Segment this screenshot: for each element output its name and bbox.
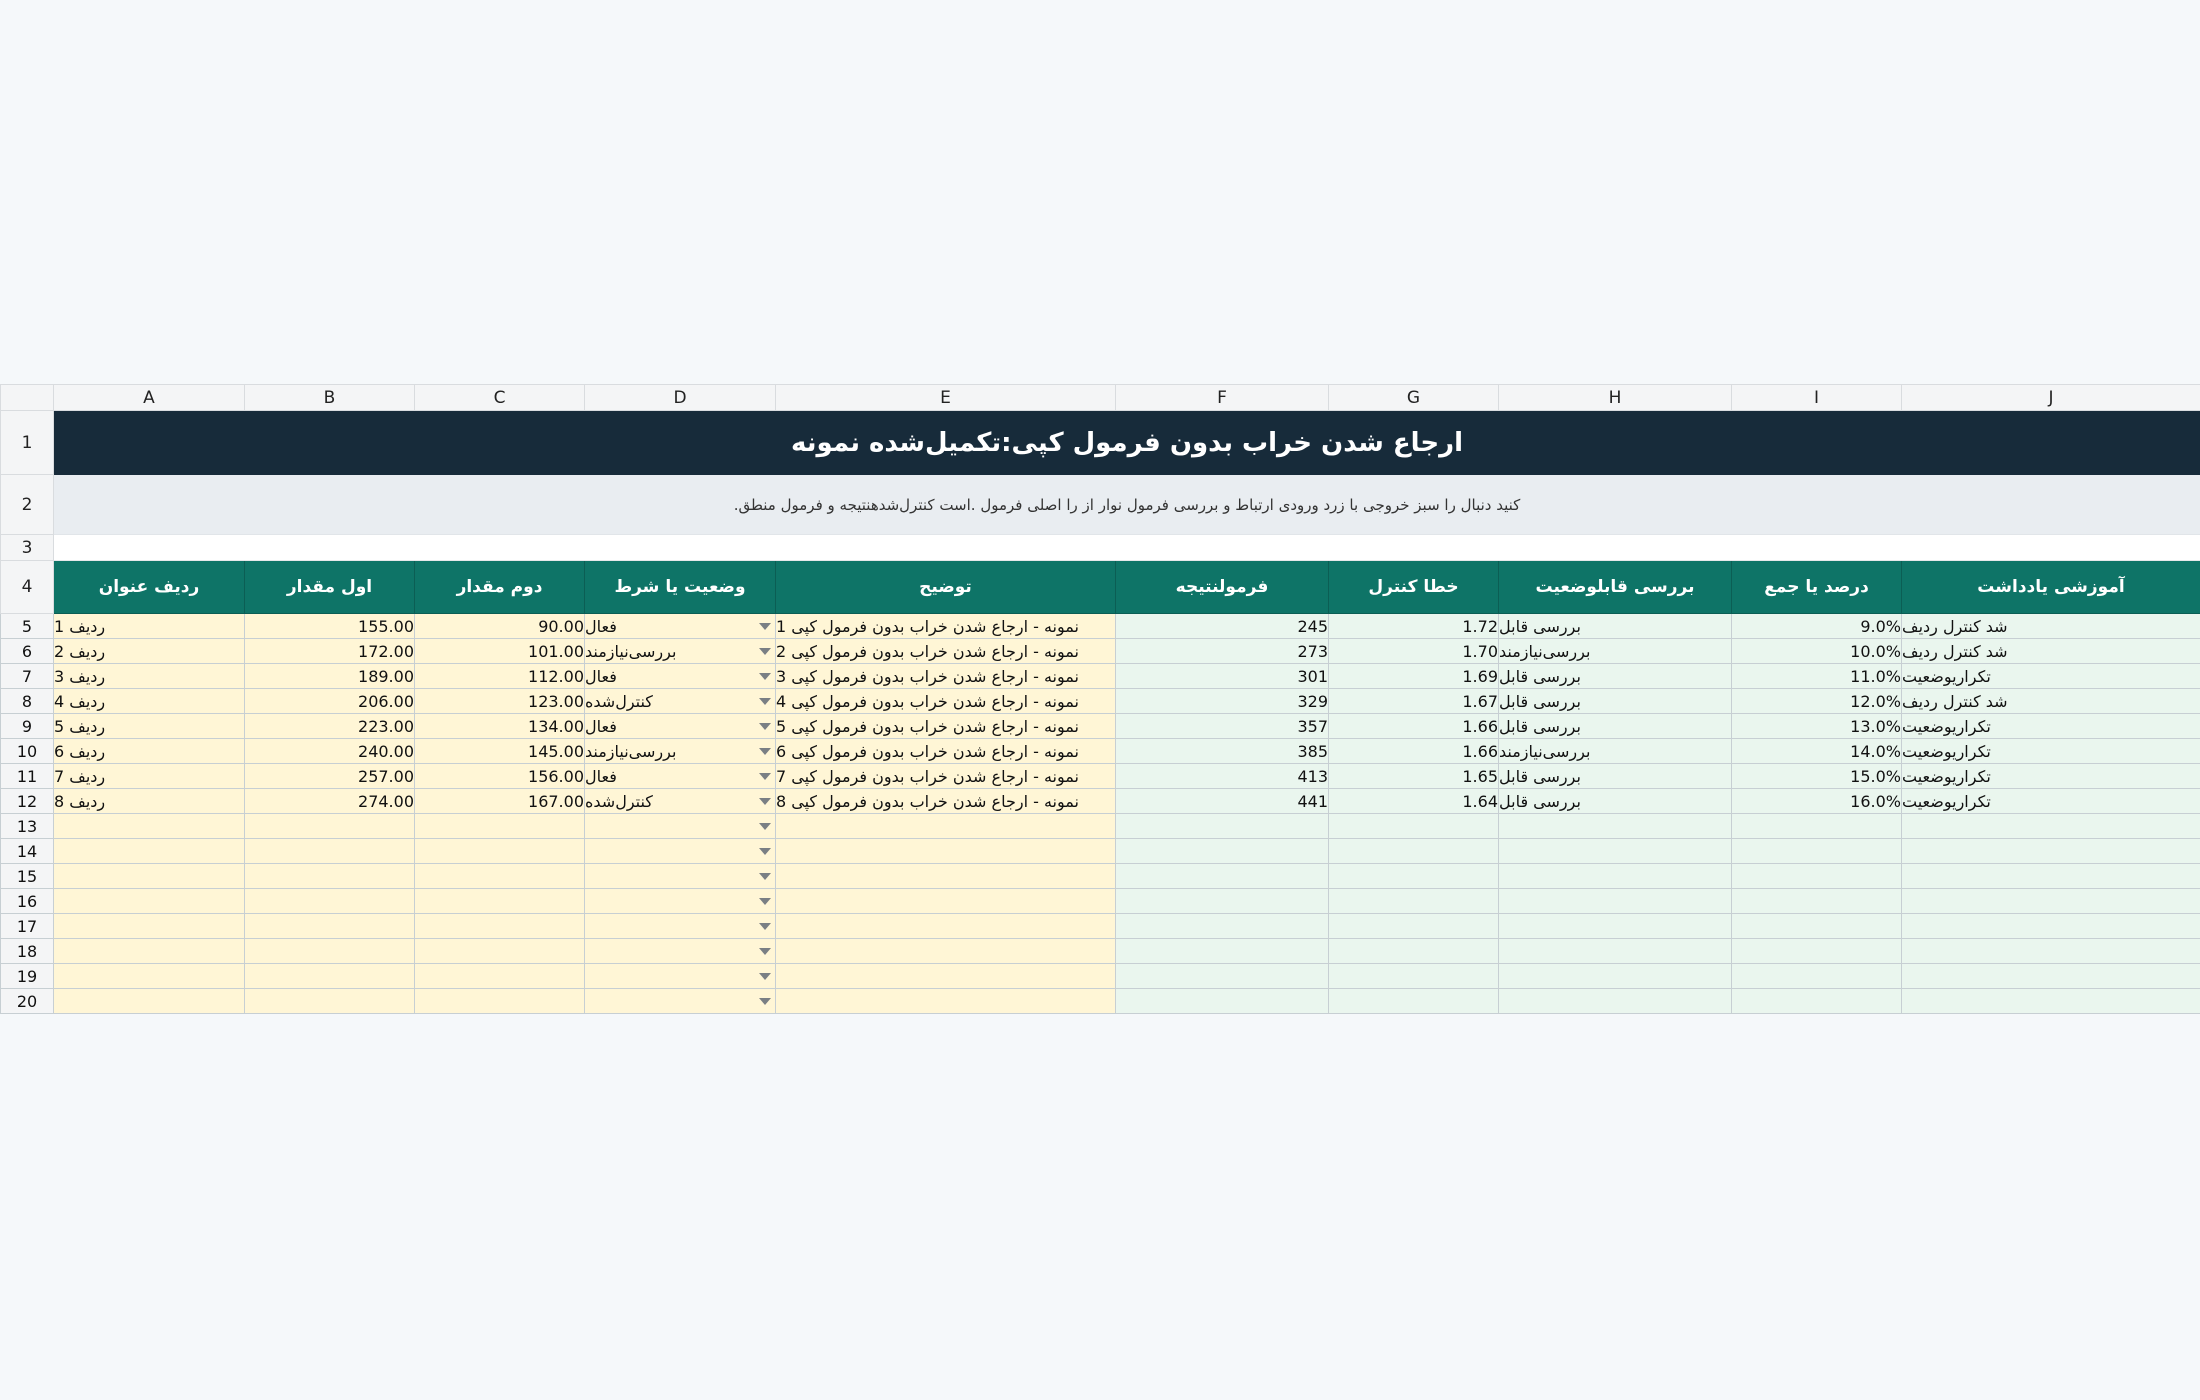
table-row	[1, 714, 2200, 739]
note-cell[interactable]	[1902, 989, 2200, 1014]
description-cell[interactable]	[776, 814, 1116, 839]
dropdown-arrow-icon[interactable]	[759, 873, 771, 880]
sheet-row-2	[1, 475, 2200, 535]
dropdown-arrow-icon[interactable]	[759, 673, 771, 680]
row-title-cell[interactable]	[54, 889, 245, 914]
note-cell[interactable]	[1902, 889, 2200, 914]
error-check-cell[interactable]: 1.70	[1329, 639, 1499, 664]
sheet-grid	[0, 384, 2200, 1014]
result-cell[interactable]: 273	[1116, 639, 1329, 664]
row-title-cell[interactable]: 7 ردیف	[54, 764, 245, 789]
status-dropdown[interactable]	[585, 639, 776, 664]
table-row	[1, 939, 2200, 964]
check-status-cell[interactable]	[1499, 989, 1732, 1014]
status-dropdown[interactable]	[585, 789, 776, 814]
value-2-cell[interactable]	[415, 889, 585, 914]
check-status-cell[interactable]	[1499, 814, 1732, 839]
header-value-1[interactable]: اول مقدار	[245, 561, 415, 614]
percent-cell[interactable]	[1732, 964, 1902, 989]
result-cell[interactable]: 245	[1116, 614, 1329, 639]
status-dropdown[interactable]	[585, 739, 776, 764]
note-cell[interactable]: تکراریوضعیت	[1902, 739, 2200, 764]
result-cell[interactable]	[1116, 939, 1329, 964]
result-cell[interactable]: 385	[1116, 739, 1329, 764]
note-cell[interactable]	[1902, 864, 2200, 889]
value-2-cell[interactable]: 112.00	[415, 664, 585, 689]
percent-cell[interactable]: 16.0%	[1732, 789, 1902, 814]
note-cell[interactable]: تکراریوضعیت	[1902, 714, 2200, 739]
result-cell[interactable]: 357	[1116, 714, 1329, 739]
note-cell[interactable]	[1902, 839, 2200, 864]
description-cell[interactable]: 6 نمونه - ارجاع شدن خراب بدون فرمول کپی	[776, 739, 1116, 764]
status-value: کنترل‌شده	[585, 691, 653, 711]
status-dropdown[interactable]	[585, 714, 776, 739]
note-cell[interactable]: تکراریوضعیت	[1902, 764, 2200, 789]
row-header[interactable]: 7	[1, 664, 54, 689]
result-cell[interactable]	[1116, 889, 1329, 914]
result-cell[interactable]	[1116, 964, 1329, 989]
value-1-cell[interactable]	[245, 939, 415, 964]
header-percent[interactable]: درصد یا جمع	[1732, 561, 1902, 614]
row-header[interactable]: 17	[1, 914, 54, 939]
percent-cell[interactable]: 10.0%	[1732, 639, 1902, 664]
error-check-cell[interactable]	[1329, 914, 1499, 939]
percent-cell[interactable]	[1732, 989, 1902, 1014]
result-cell[interactable]: 413	[1116, 764, 1329, 789]
row-header[interactable]: 14	[1, 839, 54, 864]
percent-cell[interactable]: 12.0%	[1732, 689, 1902, 714]
error-check-cell[interactable]	[1329, 839, 1499, 864]
status-dropdown[interactable]	[585, 764, 776, 789]
dropdown-arrow-icon[interactable]	[759, 773, 771, 780]
row-title-cell[interactable]: 4 ردیف	[54, 689, 245, 714]
value-2-cell[interactable]: 134.00	[415, 714, 585, 739]
status-value: فعال	[585, 716, 617, 736]
sheet-subtitle[interactable]: .کنید دنبال را سبز خروجی با زرد ورودی ارتباط و بررسی فرمول نوار از را اصلی فرمول .است کنترل‌شدهنتیجه و فرمول منطق	[54, 475, 2200, 535]
dropdown-arrow-icon[interactable]	[759, 798, 771, 805]
check-status-cell[interactable]: بررسی قابل	[1499, 664, 1732, 689]
check-status-cell[interactable]: بررسی‌نیازمند	[1499, 739, 1732, 764]
row-header-2[interactable]: 2	[1, 475, 54, 535]
result-cell[interactable]: 441	[1116, 789, 1329, 814]
column-header-j[interactable]: J	[1902, 385, 2200, 411]
dropdown-arrow-icon[interactable]	[759, 648, 771, 655]
check-status-cell[interactable]: بررسی قابل	[1499, 689, 1732, 714]
table-row	[1, 814, 2200, 839]
dropdown-arrow-icon[interactable]	[759, 848, 771, 855]
status-value: کنترل‌شده	[585, 791, 653, 811]
status-value: بررسی‌نیازمند	[585, 641, 677, 661]
check-status-cell[interactable]	[1499, 864, 1732, 889]
value-2-cell[interactable]	[415, 964, 585, 989]
description-cell[interactable]	[776, 939, 1116, 964]
percent-cell[interactable]: 15.0%	[1732, 764, 1902, 789]
check-status-cell[interactable]	[1499, 839, 1732, 864]
column-header-f[interactable]: F	[1116, 385, 1329, 411]
error-check-cell[interactable]: 1.72	[1329, 614, 1499, 639]
status-dropdown[interactable]	[585, 614, 776, 639]
row-header[interactable]: 15	[1, 864, 54, 889]
value-1-cell[interactable]	[245, 889, 415, 914]
value-1-cell[interactable]	[245, 814, 415, 839]
error-check-cell[interactable]	[1329, 889, 1499, 914]
column-header-a[interactable]: A	[54, 385, 245, 411]
status-dropdown[interactable]	[585, 664, 776, 689]
table-row	[1, 964, 2200, 989]
column-header-g[interactable]: G	[1329, 385, 1499, 411]
status-dropdown[interactable]	[585, 689, 776, 714]
result-cell[interactable]	[1116, 864, 1329, 889]
table-row	[1, 789, 2200, 814]
description-cell[interactable]: 8 نمونه - ارجاع شدن خراب بدون فرمول کپی	[776, 789, 1116, 814]
sheet-row-4	[1, 561, 2200, 614]
note-cell[interactable]: تکراریوضعیت	[1902, 789, 2200, 814]
table-row	[1, 839, 2200, 864]
result-cell[interactable]: 301	[1116, 664, 1329, 689]
status-dropdown[interactable]	[585, 914, 776, 939]
note-cell[interactable]: شد کنترل ردیف	[1902, 639, 2200, 664]
note-cell[interactable]	[1902, 814, 2200, 839]
check-status-cell[interactable]: بررسی قابل	[1499, 789, 1732, 814]
percent-cell[interactable]: 14.0%	[1732, 739, 1902, 764]
row-title-cell[interactable]: 3 ردیف	[54, 664, 245, 689]
note-cell[interactable]	[1902, 964, 2200, 989]
header-note[interactable]: آموزشی یادداشت	[1902, 561, 2200, 614]
error-check-cell[interactable]: 1.65	[1329, 764, 1499, 789]
error-check-cell[interactable]: 1.69	[1329, 664, 1499, 689]
column-header-b[interactable]: B	[245, 385, 415, 411]
header-result[interactable]: فرمولنتیجه	[1116, 561, 1329, 614]
note-cell[interactable]: تکراریوضعیت	[1902, 664, 2200, 689]
check-status-cell[interactable]: بررسی قابل	[1499, 614, 1732, 639]
error-check-cell[interactable]	[1329, 814, 1499, 839]
row-title-cell[interactable]	[54, 939, 245, 964]
value-2-cell[interactable]: 90.00	[415, 614, 585, 639]
dropdown-arrow-icon[interactable]	[759, 898, 771, 905]
status-dropdown[interactable]	[585, 814, 776, 839]
dropdown-arrow-icon[interactable]	[759, 823, 771, 830]
value-2-cell[interactable]	[415, 914, 585, 939]
error-check-cell[interactable]	[1329, 989, 1499, 1014]
description-cell[interactable]: 4 نمونه - ارجاع شدن خراب بدون فرمول کپی	[776, 689, 1116, 714]
value-1-cell[interactable]: 223.00	[245, 714, 415, 739]
result-cell[interactable]: 329	[1116, 689, 1329, 714]
check-status-cell[interactable]	[1499, 889, 1732, 914]
check-status-cell[interactable]: بررسی قابل	[1499, 714, 1732, 739]
status-dropdown[interactable]	[585, 964, 776, 989]
dropdown-arrow-icon[interactable]	[759, 973, 771, 980]
result-cell[interactable]	[1116, 914, 1329, 939]
description-cell[interactable]: 5 نمونه - ارجاع شدن خراب بدون فرمول کپی	[776, 714, 1116, 739]
percent-cell[interactable]	[1732, 839, 1902, 864]
percent-cell[interactable]	[1732, 889, 1902, 914]
note-cell[interactable]	[1902, 914, 2200, 939]
result-cell[interactable]	[1116, 989, 1329, 1014]
row-title-cell[interactable]: 5 ردیف	[54, 714, 245, 739]
status-dropdown[interactable]	[585, 864, 776, 889]
table-row	[1, 764, 2200, 789]
row-title-cell[interactable]	[54, 864, 245, 889]
table-row	[1, 739, 2200, 764]
value-2-cell[interactable]: 156.00	[415, 764, 585, 789]
row-header[interactable]: 19	[1, 964, 54, 989]
row-header[interactable]: 20	[1, 989, 54, 1014]
column-header-row	[1, 385, 2200, 411]
note-cell[interactable]	[1902, 939, 2200, 964]
table-row	[1, 614, 2200, 639]
value-1-cell[interactable]: 155.00	[245, 614, 415, 639]
column-header-c[interactable]: C	[415, 385, 585, 411]
percent-cell[interactable]	[1732, 939, 1902, 964]
value-2-cell[interactable]: 145.00	[415, 739, 585, 764]
row-title-cell[interactable]	[54, 914, 245, 939]
column-header-h[interactable]: H	[1499, 385, 1732, 411]
row-header[interactable]: 9	[1, 714, 54, 739]
row-header[interactable]: 5	[1, 614, 54, 639]
status-dropdown[interactable]	[585, 939, 776, 964]
dropdown-arrow-icon[interactable]	[759, 948, 771, 955]
status-value: بررسی‌نیازمند	[585, 741, 677, 761]
header-value-2[interactable]: دوم مقدار	[415, 561, 585, 614]
table-row	[1, 989, 2200, 1014]
sheet-row-1	[1, 411, 2200, 475]
error-check-cell[interactable]	[1329, 939, 1499, 964]
value-1-cell[interactable]	[245, 964, 415, 989]
description-cell[interactable]: 7 نمونه - ارجاع شدن خراب بدون فرمول کپی	[776, 764, 1116, 789]
value-2-cell[interactable]: 101.00	[415, 639, 585, 664]
row-title-cell[interactable]	[54, 964, 245, 989]
table-row	[1, 914, 2200, 939]
description-cell[interactable]	[776, 914, 1116, 939]
value-1-cell[interactable]	[245, 864, 415, 889]
note-cell[interactable]: شد کنترل ردیف	[1902, 689, 2200, 714]
row-header-4[interactable]: 4	[1, 561, 54, 614]
description-cell[interactable]: 2 نمونه - ارجاع شدن خراب بدون فرمول کپی	[776, 639, 1116, 664]
row-title-cell[interactable]: 8 ردیف	[54, 789, 245, 814]
error-check-cell[interactable]	[1329, 964, 1499, 989]
error-check-cell[interactable]: 1.67	[1329, 689, 1499, 714]
value-1-cell[interactable]: 240.00	[245, 739, 415, 764]
value-2-cell[interactable]: 167.00	[415, 789, 585, 814]
header-row-title[interactable]: ردیف عنوان	[54, 561, 245, 614]
select-all-corner[interactable]	[1, 385, 54, 411]
header-check-status[interactable]: بررسی قابلوضعیت	[1499, 561, 1732, 614]
column-header-e[interactable]: E	[776, 385, 1116, 411]
row-title-cell[interactable]	[54, 989, 245, 1014]
spreadsheet	[0, 384, 2200, 1014]
sheet-title[interactable]: ارجاع شدن خراب بدون فرمول کپی:تکمیل‌شده نمونه	[54, 411, 2200, 475]
value-1-cell[interactable]: 189.00	[245, 664, 415, 689]
result-cell[interactable]	[1116, 814, 1329, 839]
table-row	[1, 864, 2200, 889]
status-dropdown[interactable]	[585, 839, 776, 864]
dropdown-arrow-icon[interactable]	[759, 923, 771, 930]
header-description[interactable]: توضیح	[776, 561, 1116, 614]
percent-cell[interactable]: 11.0%	[1732, 664, 1902, 689]
row-title-cell[interactable]	[54, 839, 245, 864]
check-status-cell[interactable]	[1499, 914, 1732, 939]
value-2-cell[interactable]	[415, 864, 585, 889]
description-cell[interactable]	[776, 964, 1116, 989]
row-header[interactable]: 12	[1, 789, 54, 814]
value-1-cell[interactable]: 274.00	[245, 789, 415, 814]
row-header[interactable]: 18	[1, 939, 54, 964]
value-2-cell[interactable]	[415, 939, 585, 964]
row-header[interactable]: 16	[1, 889, 54, 914]
status-value: فعال	[585, 616, 617, 636]
description-cell[interactable]: 3 نمونه - ارجاع شدن خراب بدون فرمول کپی	[776, 664, 1116, 689]
row-header[interactable]: 6	[1, 639, 54, 664]
value-1-cell[interactable]: 206.00	[245, 689, 415, 714]
row-header[interactable]: 11	[1, 764, 54, 789]
dropdown-arrow-icon[interactable]	[759, 748, 771, 755]
value-2-cell[interactable]: 123.00	[415, 689, 585, 714]
note-cell[interactable]: شد کنترل ردیف	[1902, 614, 2200, 639]
check-status-cell[interactable]	[1499, 964, 1732, 989]
status-dropdown[interactable]	[585, 889, 776, 914]
table-row	[1, 889, 2200, 914]
description-cell[interactable]	[776, 889, 1116, 914]
value-2-cell[interactable]	[415, 989, 585, 1014]
result-cell[interactable]	[1116, 839, 1329, 864]
dropdown-arrow-icon[interactable]	[759, 998, 771, 1005]
row-title-cell[interactable]: 2 ردیف	[54, 639, 245, 664]
percent-cell[interactable]: 13.0%	[1732, 714, 1902, 739]
value-2-cell[interactable]	[415, 814, 585, 839]
description-cell[interactable]	[776, 989, 1116, 1014]
row-header[interactable]: 13	[1, 814, 54, 839]
table-row	[1, 689, 2200, 714]
row-header[interactable]: 10	[1, 739, 54, 764]
table-row	[1, 639, 2200, 664]
error-check-cell[interactable]	[1329, 864, 1499, 889]
value-1-cell[interactable]: 257.00	[245, 764, 415, 789]
check-status-cell[interactable]: بررسی قابل	[1499, 764, 1732, 789]
error-check-cell[interactable]: 1.66	[1329, 739, 1499, 764]
row-header[interactable]: 8	[1, 689, 54, 714]
percent-cell[interactable]	[1732, 914, 1902, 939]
percent-cell[interactable]: 9.0%	[1732, 614, 1902, 639]
status-value: فعال	[585, 666, 617, 686]
value-1-cell[interactable]	[245, 914, 415, 939]
column-header-d[interactable]: D	[585, 385, 776, 411]
status-value: فعال	[585, 766, 617, 786]
description-cell[interactable]	[776, 864, 1116, 889]
row-title-cell[interactable]	[54, 814, 245, 839]
header-status[interactable]: وضعیت یا شرط	[585, 561, 776, 614]
check-status-cell[interactable]: بررسی‌نیازمند	[1499, 639, 1732, 664]
value-1-cell[interactable]: 172.00	[245, 639, 415, 664]
row-title-cell[interactable]: 6 ردیف	[54, 739, 245, 764]
row-title-cell[interactable]: 1 ردیف	[54, 614, 245, 639]
dropdown-arrow-icon[interactable]	[759, 623, 771, 630]
value-1-cell[interactable]	[245, 839, 415, 864]
percent-cell[interactable]	[1732, 864, 1902, 889]
row-header-3[interactable]: 3	[1, 535, 54, 561]
header-error-check[interactable]: خطا کنترل	[1329, 561, 1499, 614]
dropdown-arrow-icon[interactable]	[759, 723, 771, 730]
description-cell[interactable]	[776, 839, 1116, 864]
row-header-1[interactable]: 1	[1, 411, 54, 475]
status-dropdown[interactable]	[585, 989, 776, 1014]
blank-cell[interactable]	[54, 535, 2200, 561]
sheet-row-3	[1, 535, 2200, 561]
table-row	[1, 664, 2200, 689]
description-cell[interactable]: 1 نمونه - ارجاع شدن خراب بدون فرمول کپی	[776, 614, 1116, 639]
value-2-cell[interactable]	[415, 839, 585, 864]
column-header-i[interactable]: I	[1732, 385, 1902, 411]
error-check-cell[interactable]: 1.66	[1329, 714, 1499, 739]
error-check-cell[interactable]: 1.64	[1329, 789, 1499, 814]
check-status-cell[interactable]	[1499, 939, 1732, 964]
dropdown-arrow-icon[interactable]	[759, 698, 771, 705]
value-1-cell[interactable]	[245, 989, 415, 1014]
percent-cell[interactable]	[1732, 814, 1902, 839]
